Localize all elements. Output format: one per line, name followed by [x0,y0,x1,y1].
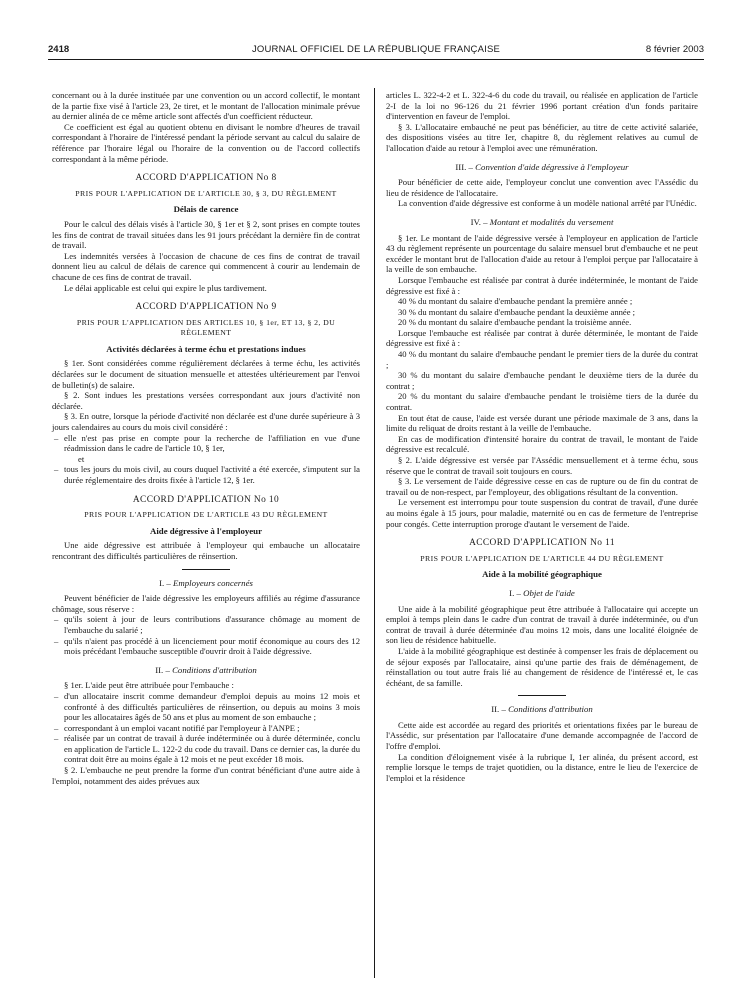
paragraph: Le versement est interrompu pour toute suspension du contrat de travail, d'une durée au moins égale à 15 jours, pour maladie, maternité ou en cas de fermeture de l'entreprise pour congés. Cette interruption proroge d'autant le versement de l'aide. [386,497,698,529]
paragraph: § 1er. Le montant de l'aide dégressive versée à l'employeur en application de l'article 43 du règlement représente un pourcentage du salaire mensuel brut d'embauche et ne peut excéder le montant brut de l'allocation d'aide au retour à l'emploi perçue par l'allocataire à la veille de son embauche. [386,232,698,275]
right-column [386,90,698,783]
paragraph: Le délai applicable est celui qui expire le plus tardivement. [64,282,267,293]
paragraph: Une aide à la mobilité géographique peut être attribuée à l'allocataire qui accepte un emploi à temps plein dans le cadre d'un contrat de travail à durée indéterminée, ou d'un contrat de travail à durée déterminée d'au moins 12 mois, dans une localité éloignée de son lieu de résidence habituelle. [386,603,698,646]
page-number: 2418 [48,44,70,55]
paragraph: 40 % du montant du salaire d'embauche pendant la première année ; [398,296,633,307]
accord-subheading: PRIS POUR L'APPLICATION DE L'ARTICLE 30, § 3, DU RÈGLEMENT [75,188,337,198]
page-header [48,44,704,58]
paragraph: En cas de modification d'intensité horaire du contrat de travail, le montant de l'aide dégressive est recalculé. [386,433,698,455]
accord-subheading: PRIS POUR L'APPLICATION DE L'ARTICLE 44 DU RÈGLEMENT [420,553,664,563]
accord-heading: ACCORD D'APPLICATION No 11 [469,538,615,549]
header-rule [48,59,704,60]
paragraph: L'aide à la mobilité géographique est destinée à compenser les frais de déplacement ou de séjour exposés par l'allocataire, ainsi qu'une partie des frais de déménagement, de réinstallation ou tout autre frais lié au changement de résidence de l'intéressé et, le cas échéant, de sa famille. [386,645,698,688]
paragraph: § 2. Sont indues les prestations versées correspondant aux jours d'activité non déclarée. [52,390,360,411]
section-heading [52,665,360,676]
section-heading [386,704,698,715]
section-title: Montant et modalités du versement [489,216,614,227]
paragraph: Pour bénéficier de cette aide, l'employeur conclut une convention avec l'Assédic du lieu de résidence de l'allocataire. [386,177,698,198]
list-item: – tous les jours du mois civil, au cours duquel l'activité a été exercée, s'imputent sur la durée réglementaire des droits fixée à l'article 12, § 1er. [52,464,360,485]
list-item: – qu'ils soient à jour de leurs contributions d'assurance chômage au moment de l'embauche du salarié ; [52,614,360,635]
paragraph: La condition d'éloignement visée à la rubrique I, 1er alinéa, du présent accord, est remplie lorsque le temps de trajet quotidien, ou la distance, entre le lieu de l'exercice de l'emploi et la résidence [386,751,698,783]
section-rule [182,569,230,570]
paragraph: En tout état de cause, l'aide est versée durant une période maximale de 3 ans, dans la limite du reliquat de droits restant à la veille de l'embauche. [386,412,698,434]
paragraph: § 3. En outre, lorsque la période d'activité non déclarée est d'une durée supérieure à 3 jours calendaires au cours du mois civil considéré : [52,411,360,433]
paragraph: Une aide dégressive est attribuée à l'employeur qui embauche un allocataire rencontrant des difficultés particulières de réinsertion. [52,540,360,561]
list-item: – réalisée par un contrat de travail à durée indéterminée ou à durée déterminée, conclu en application de l'article L. 122-2 du code du travail. Dans ce dernier cas, la durée du contrat doit être au moins égale à 12 mois et ne peut excéder 18 mois. [52,733,360,765]
paragraph: § 1er. Sont considérées comme régulièrement déclarées à terme échu, les activités déclarées sur le document de situation mensuelle et attestées ultérieurement par l'envoi de bulletin(s) de salaire. [52,358,360,390]
paragraph: articles L. 322-4-2 et L. 322-4-6 du code du travail, ou réalisée en application de l'article 2-I de la loi no 96-126 du 21 février 1996 portant création d'un fonds paritaire d'intervention en faveur de l'emploi. [386,90,698,122]
accord-subheading: PRIS POUR L'APPLICATION DES ARTICLES 10, § 1er, ET 13, § 2, DU RÈGLEMENT [76,317,336,338]
section-heading [386,162,698,173]
paragraph: concernant ou à la durée instituée par une convention ou un accord collectif, le montant de la partie fixe visé à l'article 23, 2e tiret, et le montant de l'allocation minimale prévue au dernier alinéa de ce même article sont affectés d'un coefficient réducteur. [52,90,360,122]
column-divider [374,88,375,978]
paragraph: La convention d'aide dégressive est conforme à un modèle national arrêté par l'Unédic. [398,198,697,209]
accord-heading: ACCORD D'APPLICATION No 9 [135,302,277,313]
accord-title: Activités déclarées à terme échu et prestations indues [106,343,306,354]
paragraph: 20 % du montant du salaire d'embauche pendant la troisième année. [398,317,632,328]
list-item: – d'un allocataire inscrit comme demandeur d'emploi depuis au moins 12 mois et confronté à des difficultés particulières de réinsertion, ou depuis au moins 3 mois pour les allocataires âgés de 50 ans et plus au moment de son embauche ; [52,691,360,723]
section-title: Conditions d'attribution [508,704,593,715]
conjunction: et [78,453,85,464]
section-number: I. – [159,577,174,588]
section-heading [386,217,698,228]
accord-title: Aide dégressive à l'employeur [150,525,262,536]
accord-subheading: PRIS POUR L'APPLICATION DE L'ARTICLE 43 DU RÈGLEMENT [84,510,328,520]
list-item: – elle n'est pas prise en compte pour la recherche de l'affiliation en vue d'une réadmission dans le cadre de l'article 10, § 1er, [52,433,360,454]
paragraph: 20 % du montant du salaire d'embauche pendant le troisième tiers de la durée du contrat. [386,391,698,413]
list-item: – qu'ils n'aient pas procédé à un licenciement pour motif économique au cours des 12 mois précédant l'embauche susceptible d'ouvrir droit à l'aide dégressive. [52,636,360,657]
section-rule [518,695,566,696]
publication-date: 8 février 2003 [645,44,704,55]
section-number: II. – [491,704,509,715]
paragraph: Ce coefficient est égal au quotient obtenu en divisant le nombre d'heures de travail correspondant à l'horaire de l'intéressé pendant la période servant au calcul du salaire de référence par l'horaire légal ou l'horaire de la convention ou de l'accord collectifs correspondant à la même période. [52,121,360,164]
paragraph: 40 % du montant du salaire d'embauche pendant le premier tiers de la durée du contrat ; [386,349,698,370]
section-title: Objet de l'aide [523,587,575,598]
list-item: – correspondant à un emploi vacant notifié par l'employeur à l'ANPE ; [52,723,360,734]
accord-title: Aide à la mobilité géographique [482,569,602,580]
journal-title: JOURNAL OFFICIEL DE LA RÉPUBLIQUE FRANÇAISE [251,44,501,55]
section-heading [386,588,698,599]
section-title: Convention d'aide dégressive à l'employeur [475,161,629,172]
paragraph: 30 % du montant du salaire d'embauche pendant la deuxième année ; [398,306,636,317]
paragraph: § 3. L'allocataire embauché ne peut pas bénéficier, au titre de cette activité salariée, des dispositions visées au titre Ier, chapitre 8, du règlement relatives au cumul de l'allocation d'aide au retour à l'emploi avec une rémunération. [386,121,698,153]
accord-heading: ACCORD D'APPLICATION No 10 [132,494,280,505]
section-number: IV. – [470,216,490,227]
paragraph: § 1er. L'aide peut être attribuée pour l'embauche : [64,680,234,691]
paragraph: Lorsque l'embauche est réalisée par contrat à durée déterminée, le montant de l'aide dégressive est fixé à : [386,327,698,349]
section-number: II. – [155,664,173,675]
section-number: III. – [455,161,476,172]
section-title: Employeurs concernés [173,577,253,588]
paragraph: Peuvent bénéficier de l'aide dégressive les employeurs affiliés au régime d'assurance chômage, sous réserve : [52,593,360,614]
paragraph: § 2. L'embauche ne peut prendre la forme d'un contrat bénéficiant d'une autre aide à l'emploi, notamment des aides prévues aux [52,765,360,786]
section-title: Conditions d'attribution [172,664,257,675]
paragraph: § 3. Le versement de l'aide dégressive cesse en cas de rupture ou de fin du contrat de travail ou de non-respect, par l'employeur, des obligations résultant de la convention. [386,476,698,497]
paragraph: 30 % du montant du salaire d'embauche pendant le deuxième tiers de la durée du contrat ; [386,370,698,391]
left-column [52,90,360,786]
accord-title: Délais de carence [173,204,239,215]
paragraph: Cette aide est accordée au regard des priorités et orientations fixées par le bureau de l'Assédic, sur présentation par l'allocataire d'une demande accompagnée de l'accord de l'offre d'emploi. [386,719,698,752]
paragraph: Les indemnités versées à l'occasion de chacune de ces fins de contrat de travail donnent lieu au calcul de délais de carence qui commencent à courir au lendemain de chacune de ces fins de contrat de travail. [52,250,360,282]
section-number: I. – [509,587,524,598]
paragraph: § 2. L'aide dégressive est versée par l'Assédic mensuellement et à terme échu, sous réserve que le contrat de travail soit toujours en cours. [386,455,698,476]
paragraph: Lorsque l'embauche est réalisée par contrat à durée indéterminée, le montant de l'aide dégressive est fixé à : [386,274,698,296]
section-heading [52,578,360,589]
paragraph: Pour le calcul des délais visés à l'article 30, § 1er et § 2, sont prises en compte toutes les fins de contrat de travail situées dans les 91 jours précédant la dernière fin de contrat de travail. [52,218,360,251]
accord-heading: ACCORD D'APPLICATION No 8 [135,173,277,184]
